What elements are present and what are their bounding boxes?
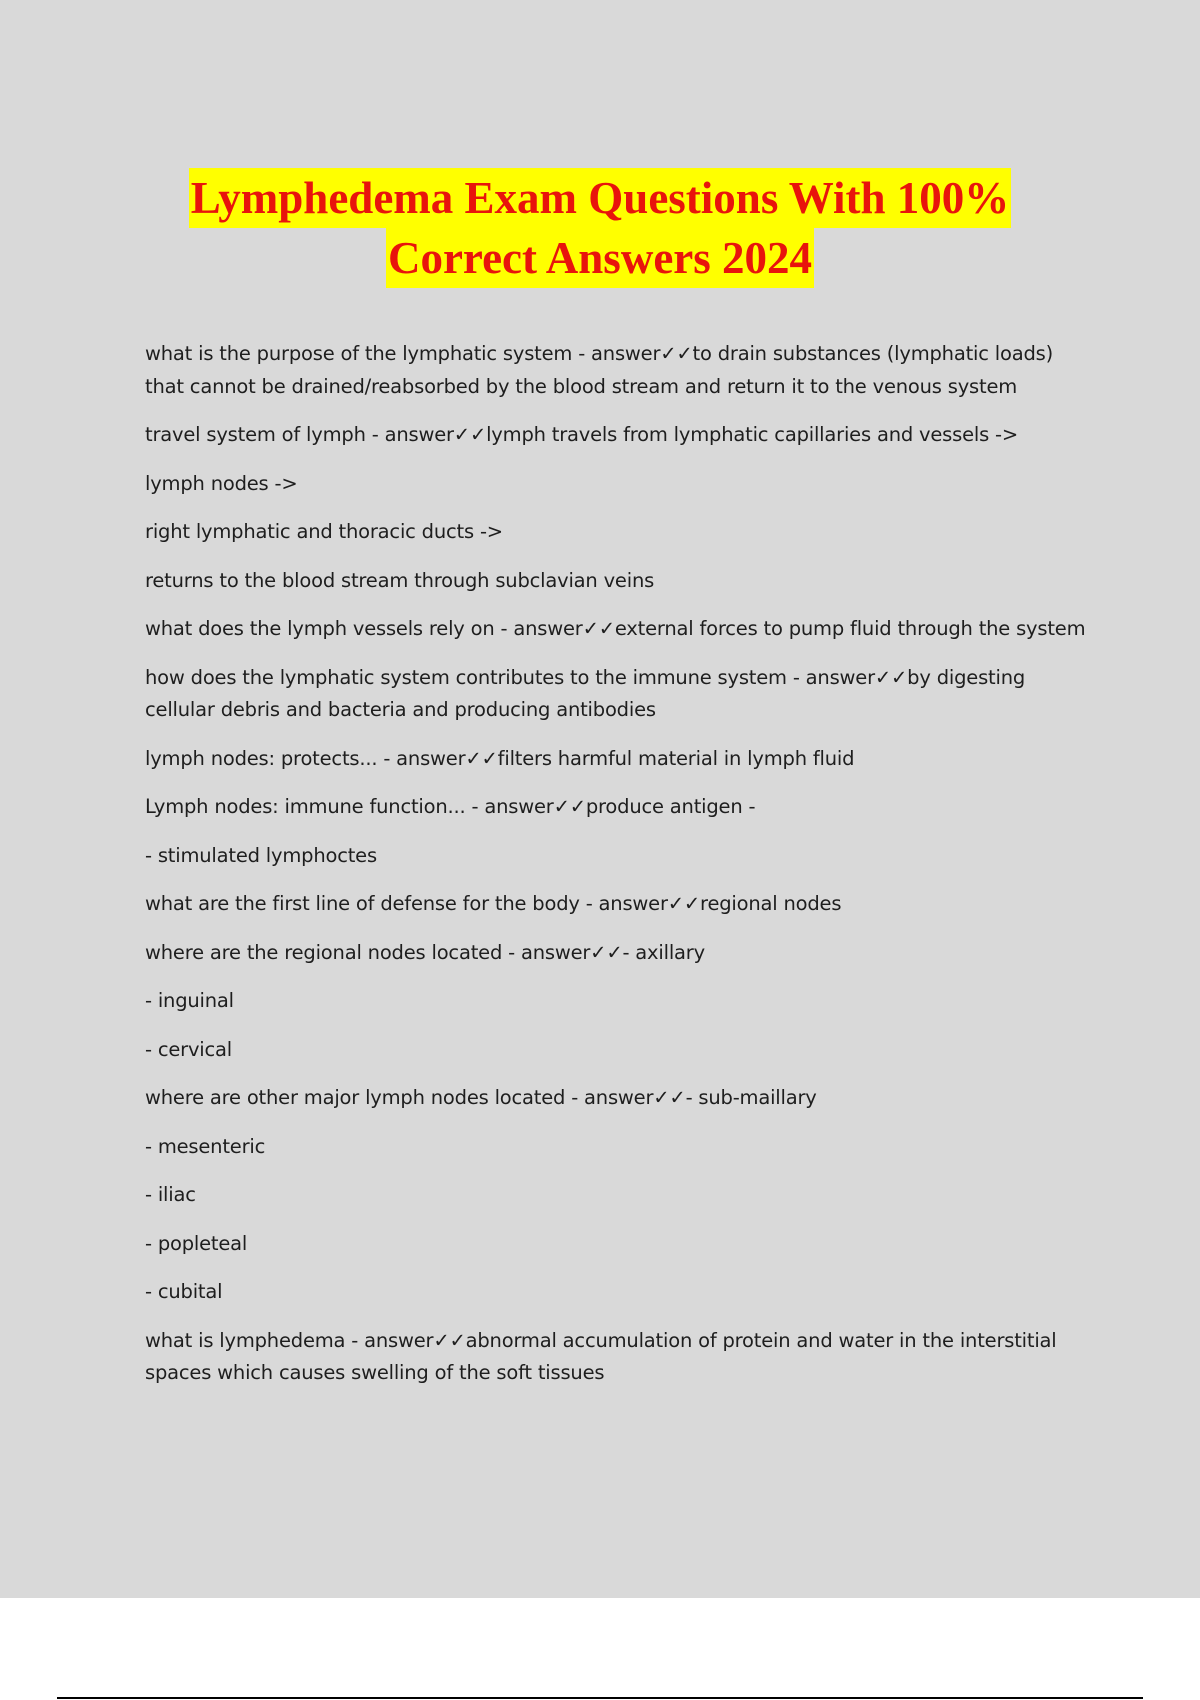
list-item-inguinal: - inguinal	[145, 989, 234, 1012]
list-item-cervical: - cervical	[145, 1037, 233, 1061]
document-title	[0, 168, 1200, 288]
footer-divider	[57, 1697, 1143, 1699]
list-item-iliac: - iliac	[145, 1183, 196, 1206]
question-list	[145, 338, 1095, 1406]
list-item-lymphatic-ducts: right lymphatic and thoracic ducts ->	[145, 520, 503, 543]
qa-lymph-nodes-immune-function: Lymph nodes: immune function... - answer✓✓produce antigen -	[145, 795, 756, 818]
list-item-mesenteric: - mesenteric	[145, 1134, 266, 1158]
title-line-2: Correct Answers 2024	[386, 228, 814, 288]
list-item-stimulated-lymphocytes: - stimulated lymphoctes	[145, 843, 377, 867]
title-line-1: Lymphedema Exam Questions With 100%	[189, 168, 1011, 228]
list-item-cubital: - cubital	[145, 1280, 223, 1303]
qa-purpose-lymphatic-system: what is the purpose of the lymphatic system - answer✓✓to drain substances (lymphatic loads) that cannot be drained/reabsorbed by the blood stream and return it to the venous system	[145, 342, 1054, 398]
qa-first-line-of-defense: what are the first line of defense for the body - answer✓✓regional nodes	[145, 892, 842, 915]
qa-lymph-nodes-protects: lymph nodes: protects... - answer✓✓filters harmful material in lymph fluid	[145, 746, 855, 770]
qa-regional-nodes-location: where are the regional nodes located - answer✓✓- axillary	[145, 940, 705, 964]
qa-lymph-vessels-rely-on: what does the lymph vessels rely on - answer✓✓external forces to pump fluid through the system	[145, 617, 1086, 640]
qa-travel-system-of-lymph: travel system of lymph - answer✓✓lymph travels from lymphatic capillaries and vessels ->	[145, 423, 1019, 446]
qa-immune-system-contribution: how does the lymphatic system contributes to the immune system - answer✓✓by digesting cellular debris and bacteria and producing antibodies	[145, 665, 1026, 721]
qa-other-major-nodes: where are other major lymph nodes located - answer✓✓- sub-maillary	[145, 1086, 817, 1109]
qa-what-is-lymphedema: what is lymphedema - answer✓✓abnormal accumulation of protein and water in the interstitial spaces which causes swelling of the soft tissues	[145, 1328, 1057, 1384]
list-item-subclavian-veins: returns to the blood stream through subclavian veins	[145, 568, 655, 592]
list-item-popleteal: - popleteal	[145, 1231, 248, 1255]
list-item-lymph-nodes: lymph nodes ->	[145, 471, 298, 495]
